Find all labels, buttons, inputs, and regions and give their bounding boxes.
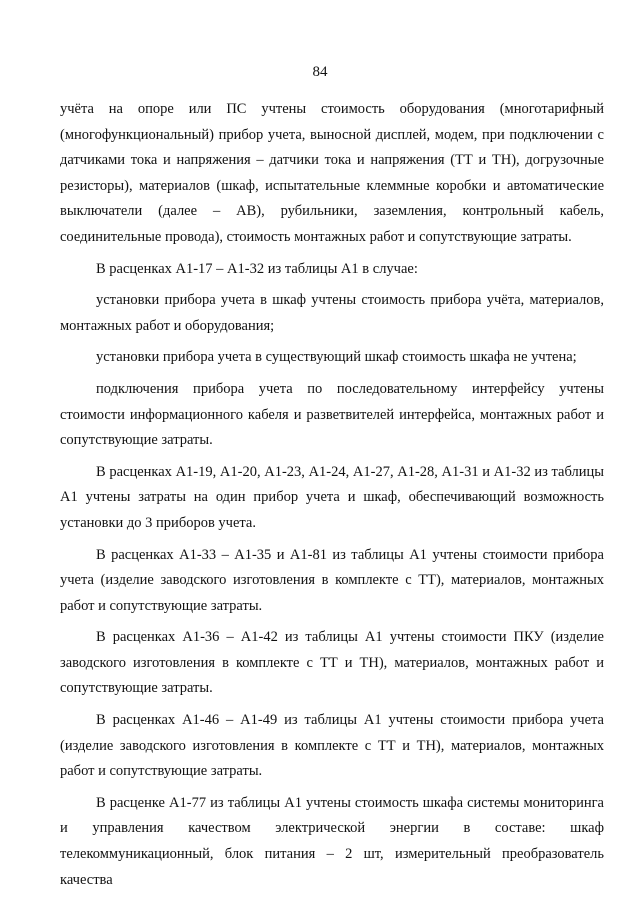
paragraph: установки прибора учета в шкаф учтены стоимость прибора учёта, материалов, монтажных работ и оборудования; xyxy=(60,292,604,334)
paragraph: В расценках А1-33 – А1-35 и А1-81 из таблицы А1 учтены стоимости прибора учета (изделие заводского изготовления в комплекте с ТТ), материалов, монтажных работ и сопутствующие затраты. xyxy=(60,546,604,614)
paragraph: В расценках А1-19, А1-20, А1-23, А1-24, А1-27, А1-28, А1-31 и А1-32 из таблицы А1 учтены затраты на один прибор учета и шкаф, обеспечивающий возможность установки до 3 приборов учета. xyxy=(60,463,604,531)
paragraph: подключения прибора учета по последовательному интерфейсу учтены стоимости информационного кабеля и разветвителей интерфейса, монтажных работ и сопутствующие затраты. xyxy=(60,380,604,449)
paragraph: В расценках А1-17 – А1-32 из таблицы А1 в случае: xyxy=(96,260,418,277)
paragraph: В расценках А1-36 – А1-42 из таблицы А1 учтены стоимости ПКУ (изделие заводского изготовления в комплекте с ТТ и ТН), материалов, монтажных работ и сопутствующие затраты. xyxy=(60,629,604,697)
paragraph: В расценке А1-77 из таблицы А1 учтены стоимость шкафа системы мониторинга и управления качеством электрической энергии в составе: шкаф телекоммуникационный, блок питания – 2 шт, измерительный преобразователь качества xyxy=(60,794,604,888)
paragraph: В расценках А1-46 – А1-49 из таблицы А1 учтены стоимости прибора учета (изделие заводского изготовления в комплекте с ТТ и ТН), материалов, монтажных работ и сопутствующие затраты. xyxy=(60,712,604,780)
page-number: 84 xyxy=(312,64,328,80)
document-body xyxy=(60,97,604,893)
paragraph-continuation: учёта на опоре или ПС учтены стоимость оборудования (многотарифный (многофункциональный) прибор учета, выносной дисплей, модем, при подключении с датчиками тока и напряжения – датчики тока и напряжения (ТТ и ТН), догрузочные резисторы), материалов (шкаф, испытательные клеммные коробки и автоматические выключатели (далее – АВ), рубильники, заземления, контрольный кабель, соединительные провода), стоимость монтажных работ и сопутствующие затраты. xyxy=(60,101,604,245)
paragraph: установки прибора учета в существующий шкаф стоимость шкафа не учтена; xyxy=(96,349,577,366)
